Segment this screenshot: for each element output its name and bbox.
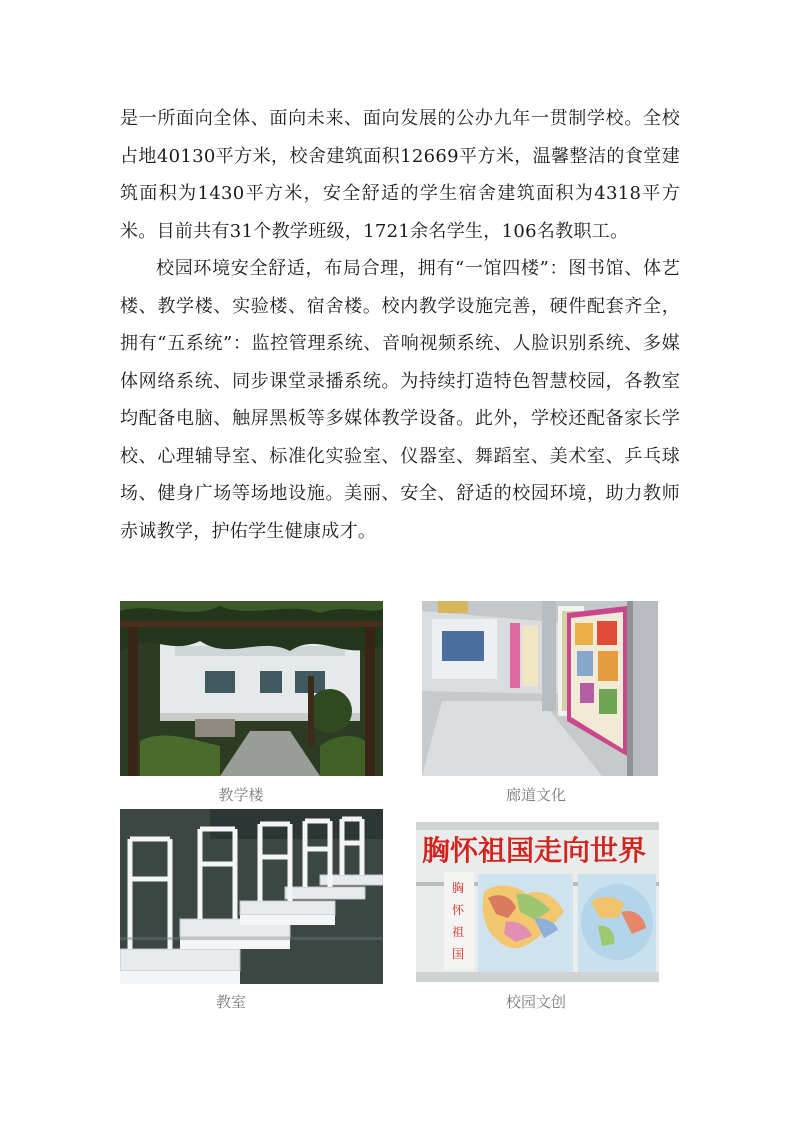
campus-culture-photo [416, 822, 659, 982]
mural-vertical-char-1: 胸 [452, 881, 465, 895]
campus-culture-caption: 校园文创 [505, 993, 566, 1011]
body-text [120, 100, 680, 550]
mural-vertical-char-3: 祖 [452, 925, 465, 939]
teaching-building-photo [120, 601, 383, 776]
paragraph-1: 是一所面向全体、面向未来、面向发展的公办九年一贯制学校。全校占地40130平方米，校舍建筑面积12669平方米，温馨整洁的食堂建筑面积为1430平方米，安全舒适的学生宿舍建筑面积为4318平方米。目前共有31个教学班级，1721余名学生，106名教职工。 [120, 108, 680, 242]
classroom-caption: 教室 [215, 993, 246, 1011]
mural-vertical-char-2: 怀 [452, 903, 465, 917]
mural-banner-text: 胸怀祖国走向世界 [422, 834, 647, 867]
mural-vertical-char-4: 国 [452, 947, 465, 961]
corridor-culture-caption: 廊道文化 [505, 786, 566, 804]
classroom-photo [120, 809, 383, 984]
paragraph-2: 校园环境安全舒适，布局合理，拥有“一馆四楼”：图书馆、体艺楼、教学楼、实验楼、宿舍楼。校内教学设施完善，硬件配套齐全，拥有“五系统”：监控管理系统、音响视频系统、人脸识别系统、多媒体网络系统、同步课堂录播系统。为持续打造特色智慧校园，各教室均配备电脑、触屏黑板等多媒体教学设备。此外，学校还配备家长学校、心理辅导室、标准化实验室、仪器室、舞蹈室、美术室、乒乓球场、健身广场等场地设施。美丽、安全、舒适的校园环境，助力教师赤诚教学，护佑学生健康成才。 [120, 258, 680, 542]
teaching-building-caption: 教学楼 [218, 786, 264, 804]
corridor-culture-photo [422, 601, 658, 776]
